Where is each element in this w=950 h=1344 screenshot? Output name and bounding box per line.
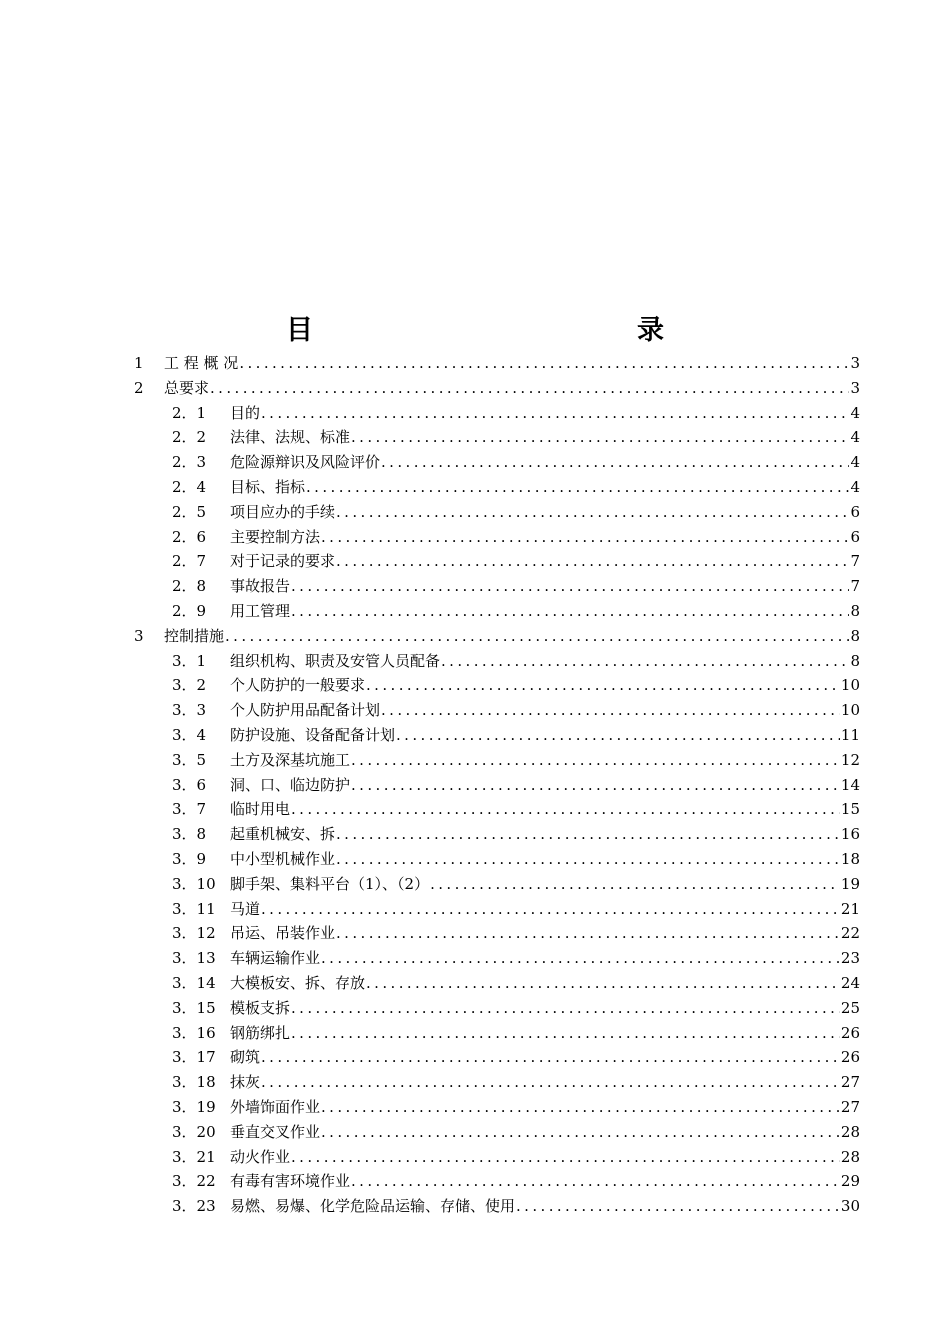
toc-leader-dots bbox=[350, 425, 849, 450]
toc-entry-number: 3．3 bbox=[172, 701, 207, 720]
toc-entry[interactable] bbox=[134, 1045, 860, 1070]
toc-entry[interactable] bbox=[134, 748, 860, 773]
toc-leader-dots bbox=[335, 921, 840, 946]
toc-entry-page: 21 bbox=[840, 899, 860, 918]
toc-entry-label: 模板支拆 bbox=[230, 998, 291, 1017]
toc-entry-label: 危险源辩识及风险评价 bbox=[230, 453, 381, 472]
toc-leader-dots bbox=[320, 525, 849, 550]
toc-entry[interactable] bbox=[134, 1169, 860, 1194]
toc-leader-dots bbox=[335, 549, 849, 574]
toc-entry-page: 29 bbox=[840, 1172, 860, 1191]
toc-entry-label: 总要求 bbox=[164, 378, 210, 397]
toc-entry[interactable] bbox=[134, 996, 860, 1021]
toc-leader-dots bbox=[429, 872, 840, 897]
toc-entry-page: 4 bbox=[850, 453, 860, 472]
toc-entry-number: 3．5 bbox=[172, 750, 207, 769]
toc-leader-dots bbox=[260, 1070, 840, 1095]
toc-entry-label: 用工管理 bbox=[230, 601, 291, 620]
toc-leader-dots bbox=[440, 649, 849, 674]
toc-entry-page: 27 bbox=[840, 1097, 860, 1116]
toc-entry-label: 砌筑 bbox=[230, 1048, 261, 1067]
toc-leader-dots bbox=[224, 624, 849, 649]
toc-entry-number: 2．9 bbox=[172, 601, 207, 620]
toc-entry-page: 12 bbox=[840, 750, 860, 769]
toc-entry-label: 事故报告 bbox=[230, 577, 291, 596]
toc-entry-number: 2．2 bbox=[172, 428, 207, 447]
toc-entry-page: 3 bbox=[850, 354, 860, 372]
toc-entry-number: 3．22 bbox=[172, 1172, 216, 1191]
toc-entry[interactable] bbox=[134, 574, 860, 599]
toc-entry-page: 6 bbox=[850, 527, 860, 546]
toc-leader-dots bbox=[290, 574, 849, 599]
toc-entry-number: 3．16 bbox=[172, 1023, 216, 1042]
toc-entry[interactable] bbox=[134, 425, 860, 450]
toc-entry-label: 中小型机械作业 bbox=[230, 849, 336, 868]
toc-entry-label: 项目应办的手续 bbox=[230, 502, 336, 521]
toc-entry-page: 6 bbox=[850, 502, 860, 521]
toc-entry-label: 有毒有害环境作业 bbox=[230, 1172, 351, 1191]
toc-entry-label: 目的 bbox=[230, 403, 261, 422]
toc-entry-number: 2．5 bbox=[172, 502, 207, 521]
toc-entry-number: 3．15 bbox=[172, 998, 216, 1017]
toc-entry-page: 18 bbox=[840, 849, 860, 868]
toc-entry-number: 3．11 bbox=[172, 899, 216, 918]
toc-entry-number: 2 bbox=[134, 378, 144, 397]
toc-entry[interactable] bbox=[134, 897, 860, 922]
toc-entry[interactable] bbox=[134, 649, 860, 674]
toc-entry-label: 工 程 概 况 bbox=[164, 354, 239, 372]
toc-entry[interactable] bbox=[134, 450, 860, 475]
toc-entry-label: 法律、法规、标准 bbox=[230, 428, 351, 447]
toc-entry[interactable] bbox=[134, 723, 860, 748]
toc-entry[interactable] bbox=[134, 921, 860, 946]
toc-leader-dots bbox=[209, 376, 849, 401]
toc-entry[interactable] bbox=[134, 475, 860, 500]
toc-leader-dots bbox=[515, 1194, 840, 1219]
toc-entry[interactable] bbox=[134, 773, 860, 798]
toc-entry-page: 19 bbox=[840, 874, 860, 893]
toc-entry[interactable] bbox=[134, 1120, 860, 1145]
toc-leader-dots bbox=[290, 1021, 840, 1046]
toc-entry-number: 2．7 bbox=[172, 552, 207, 571]
toc-entry-page: 25 bbox=[840, 998, 860, 1017]
toc-entry-label: 起重机械安、拆 bbox=[230, 825, 336, 844]
toc-entry[interactable] bbox=[134, 946, 860, 971]
toc-entry-number: 3．17 bbox=[172, 1048, 216, 1067]
toc-entry-number: 3．13 bbox=[172, 949, 216, 968]
toc-leader-dots bbox=[350, 1169, 840, 1194]
toc-entry-label: 目标、指标 bbox=[230, 477, 306, 496]
toc-leader-dots bbox=[320, 946, 840, 971]
toc-entry-page: 14 bbox=[840, 775, 860, 794]
toc-entry-page: 7 bbox=[850, 577, 860, 596]
toc-entry[interactable] bbox=[134, 847, 860, 872]
toc-entry[interactable] bbox=[134, 525, 860, 550]
toc-entry-page: 23 bbox=[840, 949, 860, 968]
toc-entry-page: 11 bbox=[840, 725, 860, 744]
toc-entry[interactable] bbox=[134, 698, 860, 723]
toc-entry[interactable] bbox=[134, 822, 860, 847]
toc-entry-page: 16 bbox=[840, 825, 860, 844]
toc-entry-number: 3．14 bbox=[172, 973, 216, 992]
toc-entry-label: 对于记录的要求 bbox=[230, 552, 336, 571]
page-title: 目 录 bbox=[286, 315, 754, 346]
toc-entry-number: 2．4 bbox=[172, 477, 207, 496]
toc-entry-page: 10 bbox=[840, 701, 860, 720]
toc-leader-dots bbox=[380, 450, 849, 475]
toc-entry-label: 土方及深基坑施工 bbox=[230, 750, 351, 769]
toc-entry-label: 洞、口、临边防护 bbox=[230, 775, 351, 794]
toc-entry-label: 垂直交叉作业 bbox=[230, 1122, 321, 1141]
toc-leader-dots bbox=[260, 1045, 840, 1070]
toc-entry[interactable] bbox=[134, 1070, 860, 1095]
toc-entry[interactable] bbox=[134, 1145, 860, 1170]
toc-leader-dots bbox=[350, 748, 840, 773]
toc-leader-dots bbox=[335, 822, 840, 847]
toc-entry-label: 抹灰 bbox=[230, 1073, 261, 1092]
toc-entry-number: 3．2 bbox=[172, 676, 207, 695]
toc-entry-label: 控制措施 bbox=[164, 626, 225, 645]
toc-entry[interactable] bbox=[134, 351, 860, 376]
toc-entry-number: 2．8 bbox=[172, 577, 207, 596]
toc-entry-page: 4 bbox=[850, 477, 860, 496]
toc-entry-page: 28 bbox=[840, 1147, 860, 1166]
toc-entry-label: 防护设施、设备配备计划 bbox=[230, 725, 396, 744]
toc-entry-label: 个人防护的一般要求 bbox=[230, 676, 366, 695]
toc-entry-label: 车辆运输作业 bbox=[230, 949, 321, 968]
toc-entry-page: 8 bbox=[850, 601, 860, 620]
toc-entry-number: 2．6 bbox=[172, 527, 207, 546]
toc-entry-number: 3．6 bbox=[172, 775, 207, 794]
toc-entry-page: 3 bbox=[850, 378, 860, 397]
toc-leader-dots bbox=[290, 1145, 840, 1170]
toc-entry-label: 个人防护用品配备计划 bbox=[230, 701, 381, 720]
toc-entry-number: 3．23 bbox=[172, 1197, 216, 1216]
toc-entry[interactable] bbox=[134, 971, 860, 996]
toc-entry-page: 26 bbox=[840, 1048, 860, 1067]
toc-leader-dots bbox=[260, 897, 840, 922]
toc-entry-number: 3．10 bbox=[172, 874, 216, 893]
toc-entry-label: 外墙饰面作业 bbox=[230, 1097, 321, 1116]
toc-entry-number: 2．3 bbox=[172, 453, 207, 472]
toc-entry-label: 脚手架、集料平台（1）、（2） bbox=[230, 874, 430, 893]
toc-entry-label: 易燃、易爆、化学危险品运输、存储、使用 bbox=[230, 1197, 516, 1216]
toc-entry-page: 24 bbox=[840, 973, 860, 992]
toc-entry-number: 3．21 bbox=[172, 1147, 216, 1166]
toc-leader-dots bbox=[365, 971, 840, 996]
toc-leader-dots bbox=[290, 599, 849, 624]
toc-entry-label: 马道 bbox=[230, 899, 261, 918]
toc-entry-number: 3．9 bbox=[172, 849, 207, 868]
toc-entry-page: 4 bbox=[850, 403, 860, 422]
toc-leader-dots bbox=[260, 401, 849, 426]
toc-entry-page: 22 bbox=[840, 924, 860, 943]
toc-entry-page: 26 bbox=[840, 1023, 860, 1042]
toc-entry-label: 组织机构、职责及安管人员配备 bbox=[230, 651, 441, 670]
toc-entry-number: 3．1 bbox=[172, 651, 207, 670]
toc-entry-page: 10 bbox=[840, 676, 860, 695]
toc-entry-page: 30 bbox=[840, 1197, 860, 1216]
toc-entry[interactable] bbox=[134, 500, 860, 525]
toc-entry-page: 4 bbox=[850, 428, 860, 447]
toc-entry-label: 吊运、吊装作业 bbox=[230, 924, 336, 943]
toc-entry-label: 动火作业 bbox=[230, 1147, 291, 1166]
toc-entry-number: 3．20 bbox=[172, 1122, 216, 1141]
toc-entry-number: 3．18 bbox=[172, 1073, 216, 1092]
toc-entry[interactable] bbox=[134, 624, 860, 649]
toc-entry[interactable] bbox=[134, 797, 860, 822]
toc-leader-dots bbox=[335, 847, 840, 872]
toc-entry[interactable] bbox=[134, 1021, 860, 1046]
toc-entry[interactable] bbox=[134, 376, 860, 401]
toc-entry[interactable] bbox=[134, 872, 860, 897]
toc-leader-dots bbox=[320, 1095, 840, 1120]
toc-leader-dots bbox=[380, 698, 840, 723]
toc-leader-dots bbox=[290, 797, 840, 822]
toc-entry-number: 1 bbox=[134, 354, 144, 372]
toc-entry-page: 27 bbox=[840, 1073, 860, 1092]
toc-entry-number: 3．8 bbox=[172, 825, 207, 844]
toc-entry-page: 8 bbox=[850, 651, 860, 670]
toc-leader-dots bbox=[290, 996, 840, 1021]
toc-leader-dots bbox=[350, 773, 840, 798]
toc-entry[interactable] bbox=[134, 599, 860, 624]
toc-entry-number: 3．19 bbox=[172, 1097, 216, 1116]
toc-entry[interactable] bbox=[134, 673, 860, 698]
toc-entry-label: 临时用电 bbox=[230, 800, 291, 819]
toc-leader-dots bbox=[238, 351, 849, 376]
toc-entry[interactable] bbox=[134, 401, 860, 426]
toc-entry-page: 15 bbox=[840, 800, 860, 819]
toc-entry-number: 3 bbox=[134, 626, 144, 645]
toc-entry-label: 大模板安、拆、存放 bbox=[230, 973, 366, 992]
toc-entry[interactable] bbox=[134, 1194, 860, 1219]
toc-leader-dots bbox=[335, 500, 849, 525]
toc-entry-number: 3．4 bbox=[172, 725, 207, 744]
toc-entry-number: 3．12 bbox=[172, 924, 216, 943]
toc-leader-dots bbox=[305, 475, 849, 500]
toc-entry-number: 3．7 bbox=[172, 800, 207, 819]
table-of-contents bbox=[134, 351, 860, 1219]
toc-entry-page: 28 bbox=[840, 1122, 860, 1141]
toc-leader-dots bbox=[320, 1120, 840, 1145]
toc-leader-dots bbox=[395, 723, 840, 748]
toc-leader-dots bbox=[365, 673, 840, 698]
toc-entry-page: 8 bbox=[850, 626, 860, 645]
toc-entry-label: 钢筋绑扎 bbox=[230, 1023, 291, 1042]
toc-entry[interactable] bbox=[134, 549, 860, 574]
toc-entry-label: 主要控制方法 bbox=[230, 527, 321, 546]
toc-entry-number: 2．1 bbox=[172, 403, 207, 422]
toc-entry[interactable] bbox=[134, 1095, 860, 1120]
toc-entry-page: 7 bbox=[850, 552, 860, 571]
